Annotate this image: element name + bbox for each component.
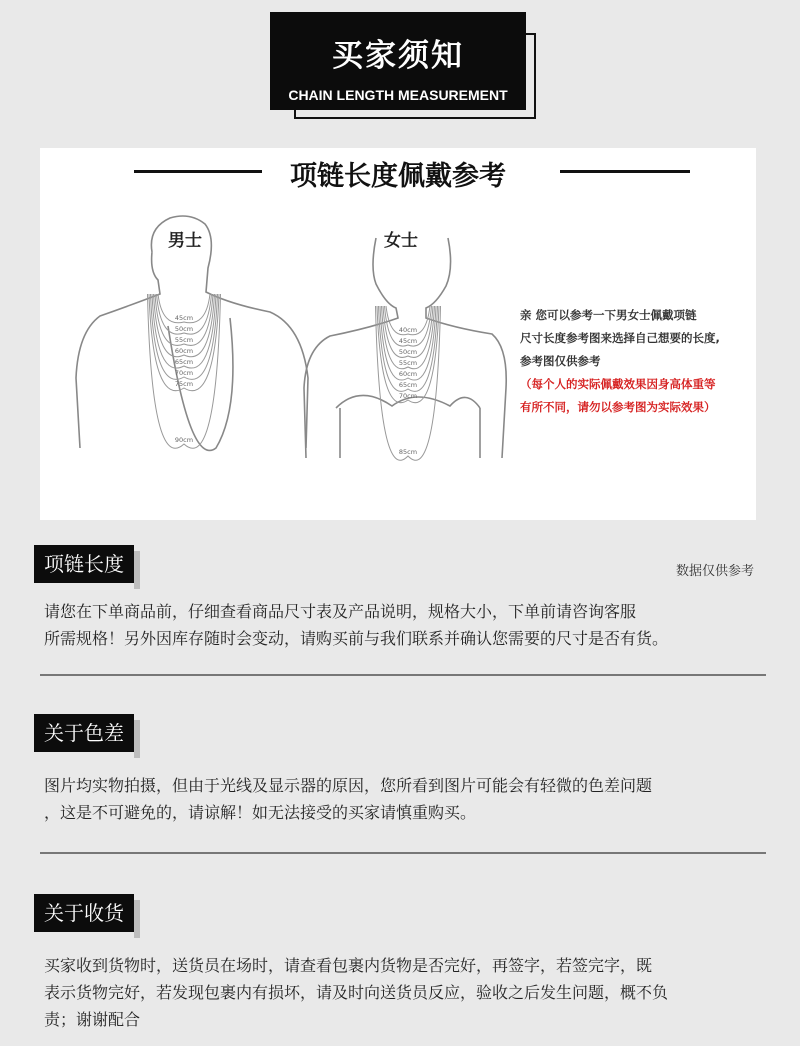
text-line: 所需规格！另外因库存随时会变动，请购买前与我们联系并确认您需要的尺寸是否有货。 [44, 629, 669, 648]
section-title-chain-length: 项链长度 [34, 545, 134, 583]
male-chain-length-label: 90cm [174, 436, 194, 444]
male-chain-length-label: 45cm [174, 314, 194, 322]
male-chain-length-label: 55cm [174, 336, 194, 344]
female-chain-length-label: 60cm [398, 370, 418, 378]
section-divider [40, 852, 766, 854]
text-line: 买家收到货物时，送货员在场时，请查看包裹内货物是否完好，再签字，若签完字，既 [44, 956, 653, 975]
page-subtitle: CHAIN LENGTH MEASUREMENT [288, 87, 508, 103]
section-body-receiving [44, 952, 764, 1033]
data-reference-note: 数据仅供参考 [675, 564, 754, 579]
female-chain-length-label: 55cm [398, 359, 418, 367]
section-body-chain-length [44, 598, 764, 652]
reference-title: 项链长度佩戴参考 [290, 161, 506, 192]
note-line-3: 参考图仅供参考 [520, 354, 601, 368]
male-chain-length-label: 75cm [174, 380, 194, 388]
warning-line-1: （每个人的实际佩戴效果因身高体重等 [520, 377, 716, 391]
note-line-1: 亲 您可以参考一下男女士佩戴项链 [520, 308, 697, 322]
text-line: 请您在下单商品前，仔细查看商品尺寸表及产品说明，规格大小，下单前请咨询客服 [44, 602, 637, 621]
text-line: ，这是不可避免的，请谅解！如无法接受的买家请慎重购买。 [44, 803, 477, 822]
female-chain-length-label: 50cm [398, 348, 418, 356]
page-title: 买家须知 [332, 38, 464, 74]
reference-note [520, 304, 750, 419]
female-chain-length-label: 45cm [398, 337, 418, 345]
male-chain-length-label: 70cm [174, 369, 194, 377]
male-chain-length-label: 50cm [174, 325, 194, 333]
female-chain-length-label: 85cm [398, 448, 418, 456]
note-line-2: 尺寸长度参考图来选择自己想要的长度, [520, 331, 720, 345]
section-body-color-difference [44, 772, 764, 826]
male-chain-length-label: 60cm [174, 347, 194, 355]
length-reference-panel [40, 148, 756, 520]
male-label: 男士 [168, 231, 202, 251]
female-chain-length-label: 65cm [398, 381, 418, 389]
text-line: 表示货物完好，若发现包裹内有损坏，请及时向送货员反应，验收之后发生问题，概不负 [44, 983, 669, 1002]
body-figures-illustration [40, 208, 540, 520]
header-banner [270, 12, 526, 110]
section-divider [40, 674, 766, 676]
text-line: 责；谢谢配合 [44, 1010, 141, 1029]
text-line: 图片均实物拍摄，但由于光线及显示器的原因，您所看到图片可能会有轻微的色差问题 [44, 776, 653, 795]
section-title-receiving: 关于收货 [34, 894, 134, 932]
warning-line-2: 有所不同，请勿以参考图为实际效果） [520, 400, 716, 414]
female-chain-length-label: 40cm [398, 326, 418, 334]
female-label: 女士 [384, 231, 418, 251]
male-chain-length-label: 65cm [174, 358, 194, 366]
female-chain-length-label: 70cm [398, 392, 418, 400]
section-title-color-difference: 关于色差 [34, 714, 134, 752]
male-figure [76, 216, 308, 450]
title-rule-right [560, 170, 690, 173]
